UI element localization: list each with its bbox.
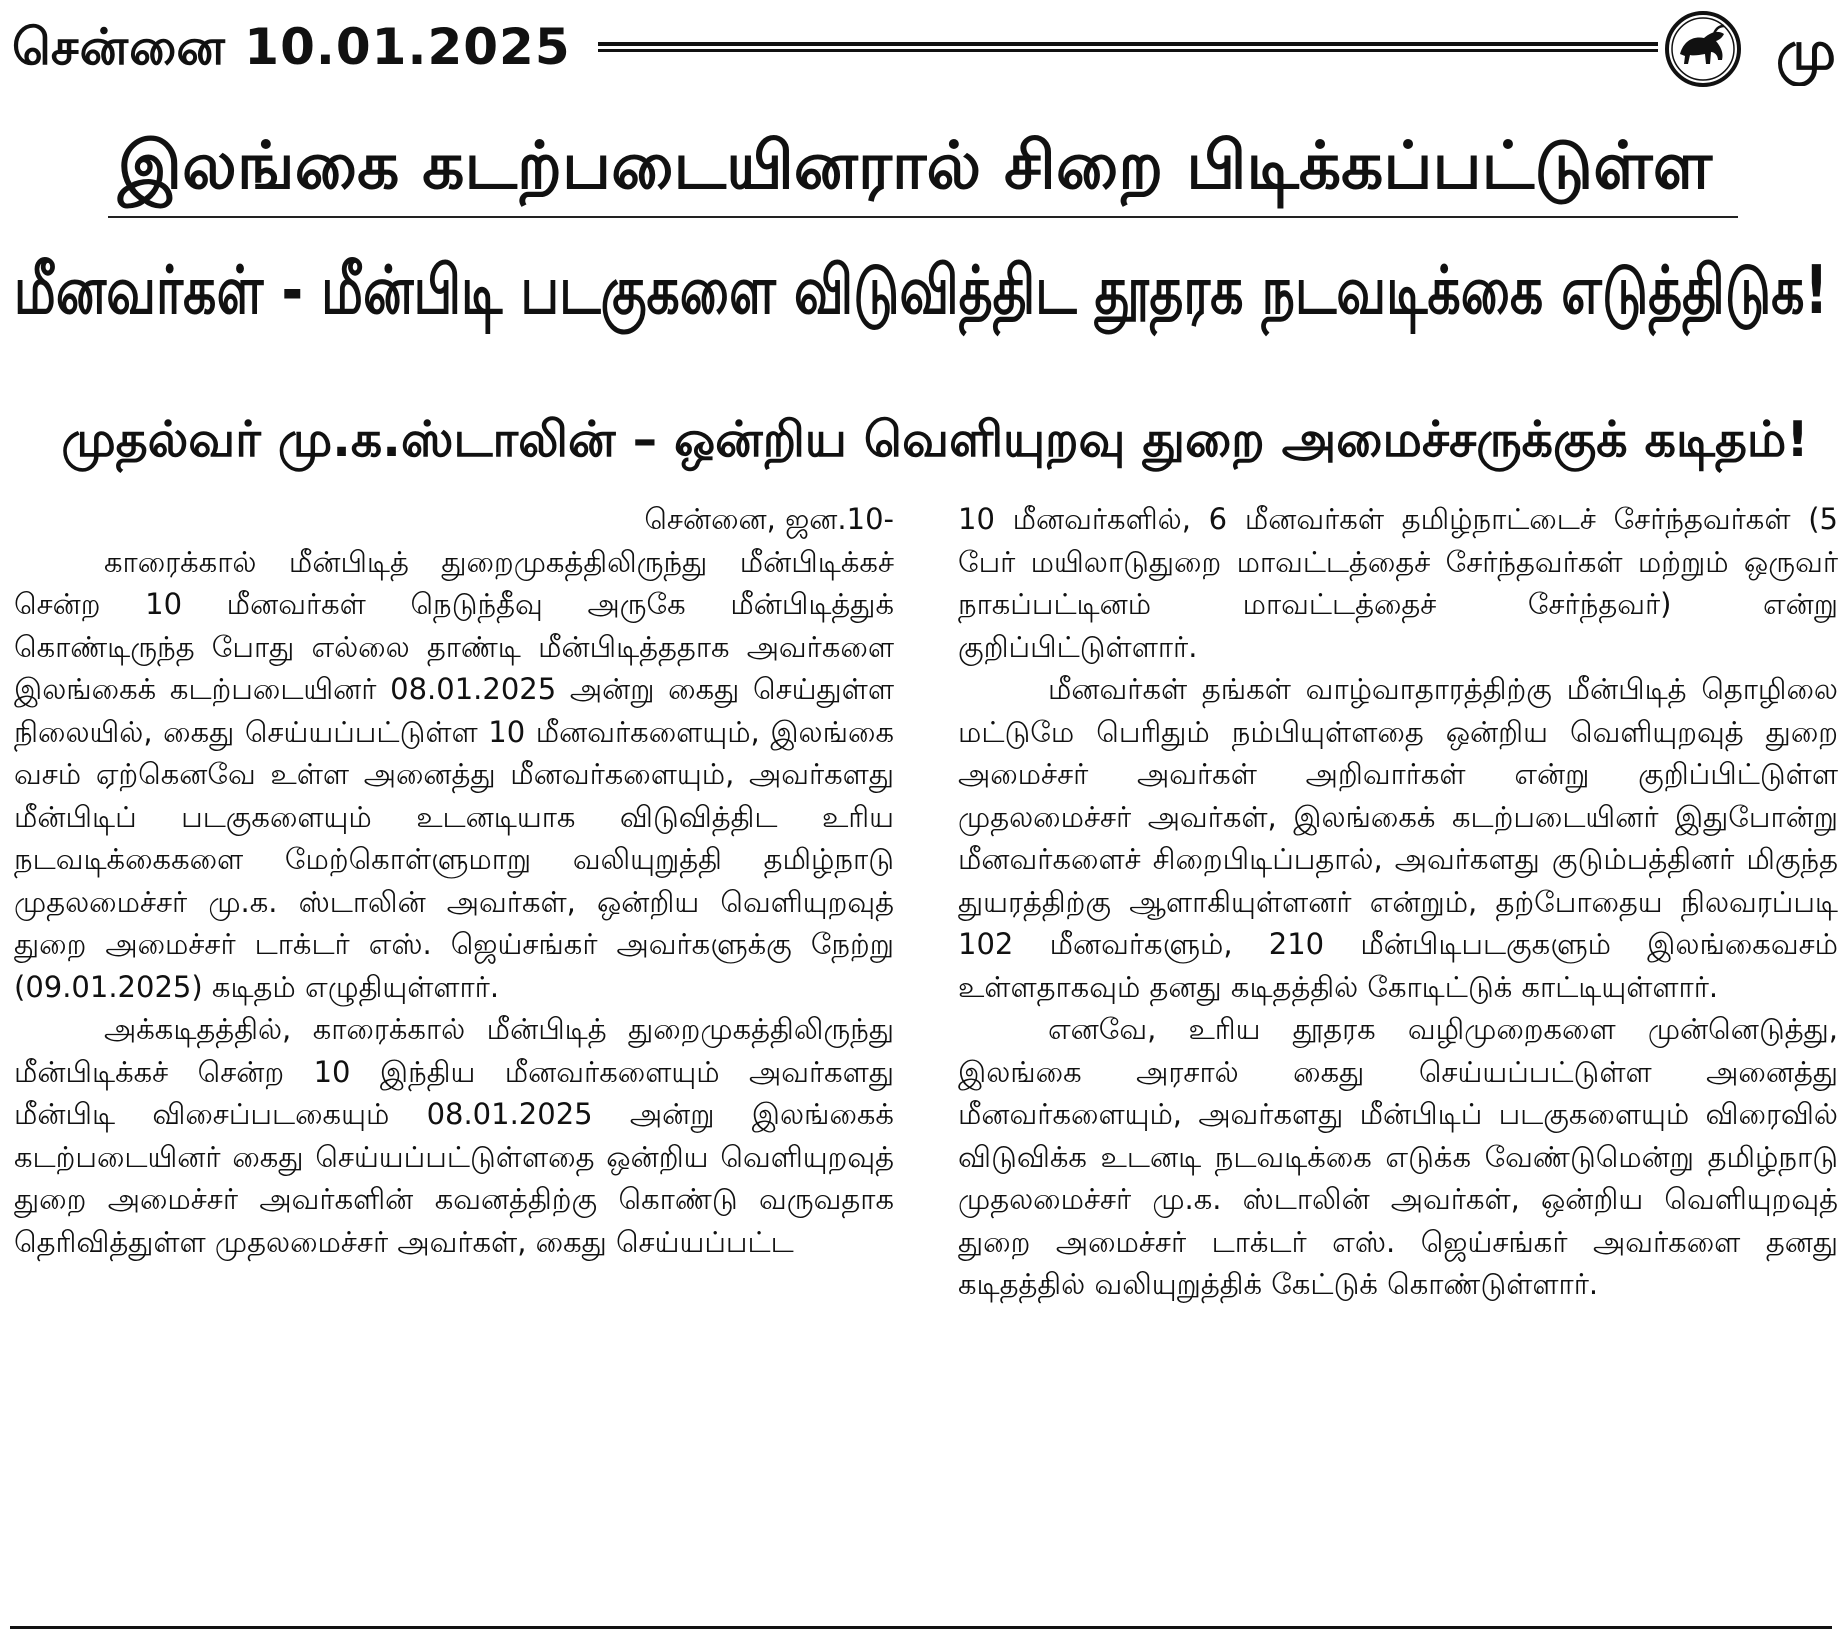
article-paragraph: மீனவர்கள் தங்கள் வாழ்வாதாரத்திற்கு மீன்பிடித் தொழிலை மட்டுமே பெரிதும் நம்பியுள்ளதை ஒன்றிய வெளியுறவுத் துறை அமைச்சர் அவர்கள் அறிவார்கள் என்று குறிப்பிட்டுள்ள முதலமைச்சர் அவர்கள், இலங்கைக் கடற்படையினர் இதுபோன்று மீனவர்களைச் சிறைபிடிப்பதால், அவர்களது குடும்பத்தினர் மிகுந்த துயரத்திற்கு ஆளாகியுள்ளனர் என்றும், தற்போதைய நிலவரப்படி 102 மீனவர்களும், 210 மீன்பிடிபடகுகளும் இலங்கைவசம் உள்ளதாகவும் தனது கடிதத்தில் கோடிட்டுக் காட்டியுள்ளார். [958,672,1838,1004]
article-paragraph: எனவே, உரிய தூதரக வழிமுறைகளை முன்னெடுத்து, இலங்கை அரசால் கைது செய்யப்பட்டுள்ள அனைத்து மீனவர்களையும், அவர்களது மீன்பிடிப் படகுகளையும் விரைவில் விடுவிக்க உடனடி நடவடிக்கை எடுக்க வேண்டுமென்று தமிழ்நாடு முதலமைச்சர் மு.க. ஸ்டாலின் அவர்கள், ஒன்றிய வெளியுறவுத் துறை அமைச்சர் டாக்டர் எஸ். ஜெய்சங்கர் அவர்களை தனது கடிதத்தில் வலியுறுத்திக் கேட்டுக் கொண்டுள்ளார். [958,1012,1838,1301]
masthead-rule [598,42,1658,52]
masthead-edge-text: மு [1776,19,1836,82]
headline-subhead: முதல்வர் மு.க.ஸ்டாலின் – ஒன்றிய வெளியுறவு துறை அமைச்சருக்குக் கடிதம்! [61,411,1809,468]
article-paragraph: காரைக்கால் மீன்பிடித் துறைமுகத்திலிருந்து மீன்பிடிக்கச் சென்ற 10 மீனவர்கள் நெடுந்தீவு அருகே மீன்பிடித்துக் கொண்டிருந்த போது எல்லை தாண்டி மீன்பிடித்ததாக அவர்களை இலங்கைக் கடற்படையினர் 08.01.2025 அன்று கைது செய்துள்ள நிலையில், கைது செய்யப்பட்டுள்ள 10 மீனவர்களையும், இலங்கை வசம் ஏற்கெனவே உள்ள அனைத்து மீனவர்களையும், அவர்களது மீன்பிடிப் படகுகளையும் உடனடியாக விடுவித்திட உரிய நடவடிக்கைகளை மேற்கொள்ளுமாறு வலியுறுத்தி தமிழ்நாடு முதலமைச்சர் மு.க. ஸ்டாலின் அவர்கள், ஒன்றிய வெளியுறவுத் துறை அமைச்சர் டாக்டர் எஸ். ஜெய்சங்கர் அவர்களுக்கு நேற்று (09.01.2025) கடிதம் எழுதியுள்ளார். [14,544,894,1004]
bottom-rule [10,1626,1832,1629]
article-dateline: சென்னை, ஜன.10- [644,502,894,536]
article-column-right [958,498,1838,1306]
headline-line-2: மீனவர்கள் - மீன்பிடி படகுகளை விடுவித்திட தூதரக நடவடிக்கை எடுத்திடுக! [13,252,1829,330]
article-column-left [14,498,894,1263]
article-paragraph: 10 மீனவர்களில், 6 மீனவர்கள் தமிழ்நாட்டைச் சேர்ந்தவர்கள் (5 பேர் மயிலாடுதுறை மாவட்டத்தைச் சேர்ந்தவர்கள் மற்றும் ஒருவர் நாகப்பட்டினம் மாவட்டத்தைச் சேர்ந்தவர்) என்று குறிப்பிட்டுள்ளார். [958,502,1838,664]
rising-sun-bull-emblem-icon [1664,10,1742,88]
article-paragraph: அக்கடிதத்தில், காரைக்கால் மீன்பிடித் துறைமுகத்திலிருந்து மீன்பிடிக்கச் சென்ற 10 இந்திய மீனவர்களையும் அவர்களது மீன்பிடி விசைப்படகையும் 08.01.2025 அன்று இலங்கைக் கடற்படையினர் கைது செய்யப்பட்டுள்ளதை ஒன்றிய வெளியுறவுத் துறை அமைச்சர் அவர்களின் கவனத்திற்கு கொண்டு வருவதாக தெரிவித்துள்ள முதலமைச்சர் அவர்கள், கைது செய்யப்பட்ட [14,1012,894,1259]
headline-line-1: இலங்கை கடற்படையினரால் சிறை பிடிக்கப்பட்டுள்ள [117,127,1713,204]
masthead [0,0,1842,100]
masthead-dateline: சென்னை 10.01.2025 [12,18,571,76]
